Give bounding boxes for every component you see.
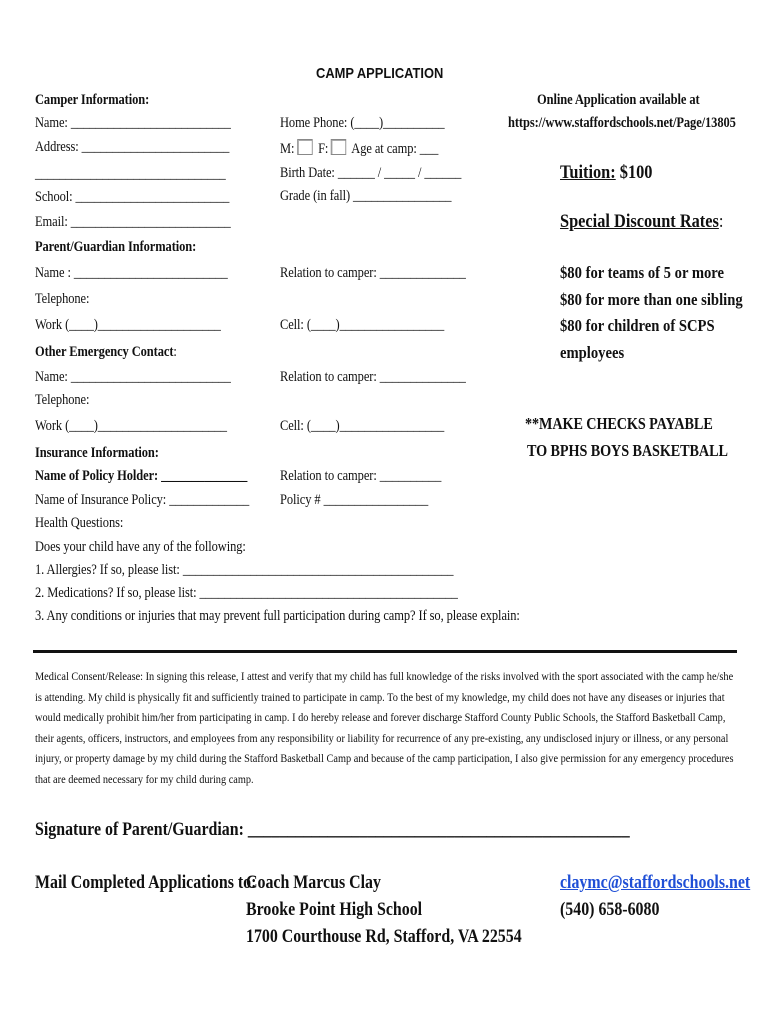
camper-info-header: Camper Information:: [35, 92, 150, 108]
discount-header: [560, 211, 723, 233]
male-checkbox[interactable]: [297, 139, 312, 155]
emergency-header: [35, 344, 177, 361]
discount-rate-1: $80 for teams of 5 or more: [560, 263, 725, 282]
tuition-value: $100: [615, 162, 653, 183]
discount-colon: :: [718, 211, 724, 232]
page-title: CAMP APPLICATION: [316, 65, 444, 82]
address-line2-field[interactable]: _______________________________: [35, 166, 226, 182]
birth-date-field[interactable]: Birth Date: ______ / _____ / ______: [280, 165, 462, 181]
policy-number-field[interactable]: Policy # _________________: [280, 492, 429, 508]
parent-telephone-label: Telephone:: [35, 291, 90, 307]
mail-address-line3: 1700 Courthouse Rd, Stafford, VA 22554: [246, 927, 522, 947]
contact-phone: (540) 658-6080: [560, 900, 660, 920]
policy-holder-label: Name of Policy Holder: ______________: [35, 468, 248, 484]
policy-holder-field[interactable]: [35, 468, 247, 485]
emergency-name-field[interactable]: Name: __________________________: [35, 369, 231, 385]
gender-age-row: [280, 139, 438, 158]
signature-field[interactable]: Signature of Parent/Guardian: ________________________________________________: [35, 820, 630, 840]
emergency-header-text: Other Emergency Contact: [35, 344, 174, 360]
online-application-line1: Online Application available at: [537, 92, 700, 108]
discount-rate-3: $80 for children of SCPS: [560, 316, 715, 335]
female-checkbox[interactable]: [331, 139, 346, 155]
discount-rate-4: employees: [560, 343, 625, 362]
parent-work-field[interactable]: Work (____)____________________: [35, 317, 221, 333]
conditions-field[interactable]: 3. Any conditions or injuries that may prevent full participation during camp? If so, please explain:: [35, 608, 520, 624]
parent-cell-field[interactable]: Cell: (____)_________________: [280, 317, 445, 333]
camper-name-field[interactable]: Name: __________________________: [35, 115, 231, 131]
emergency-relation-field[interactable]: Relation to camper: ______________: [280, 369, 466, 385]
tuition-label: Tuition:: [560, 162, 616, 183]
allergies-field[interactable]: 1. Allergies? If so, please list: ____________________________________________: [35, 562, 454, 578]
grade-field[interactable]: Grade (in fall) ________________: [280, 188, 452, 204]
discount-rate-2: $80 for more than one sibling: [560, 290, 743, 309]
section-divider: [33, 650, 737, 653]
medications-field[interactable]: 2. Medications? If so, please list: __________________________________________: [35, 585, 458, 601]
home-phone-field[interactable]: Home Phone: (____)__________: [280, 115, 445, 131]
mail-address-line2: Brooke Point High School: [246, 900, 423, 920]
emergency-telephone-label: Telephone:: [35, 392, 90, 408]
tuition: [560, 162, 652, 184]
contact-email-link[interactable]: claymc@staffordschools.net: [560, 873, 751, 893]
insurance-policy-field[interactable]: Name of Insurance Policy: _____________: [35, 492, 250, 508]
email-field[interactable]: Email: __________________________: [35, 214, 231, 230]
emergency-cell-field[interactable]: Cell: (____)_________________: [280, 418, 445, 434]
parent-info-header: Parent/Guardian Information:: [35, 239, 197, 255]
health-question-intro: Does your child have any of the following:: [35, 539, 246, 555]
mail-address-line1: Coach Marcus Clay: [246, 873, 381, 893]
parent-relation-field[interactable]: Relation to camper: ______________: [280, 265, 466, 281]
emergency-work-field[interactable]: Work (____)_____________________: [35, 418, 227, 434]
medical-consent-text: Medical Consent/Release: In signing this release, I attest and verify that my child has full knowledge of the risks involved with the sport associated with the camp he/she is attending. My child is physically fit and sufficiently trained to participate in camp. To the best of my knowledge, my child does not have any diseases or injuries that would medically prohibit him/her from participating in camp. I do hereby release and forever discharge Stafford County Public Schools, the Stafford Basketball Camp, their agents, officers, instructors, and employees from any responsibility or liability for recurrence of any pre-existing, any undisclosed injury or illness, or any personal injury, or property damage by my child during the Stafford Basketball Camp and because of the camp participation, I also give permission for any emergency procedures that are deemed necessary for my child during camp.: [35, 669, 734, 786]
checks-payable-line1: **MAKE CHECKS PAYABLE: [525, 414, 713, 433]
female-label: F:: [318, 141, 329, 157]
school-field[interactable]: School: _________________________: [35, 189, 230, 205]
insurance-relation-field[interactable]: Relation to camper: __________: [280, 468, 442, 484]
checks-payable-line2: TO BPHS BOYS BASKETBALL: [527, 441, 728, 460]
emergency-header-colon: :: [173, 344, 177, 360]
male-label: M:: [280, 141, 295, 157]
parent-name-field[interactable]: Name : _________________________: [35, 265, 228, 281]
health-questions-label: Health Questions:: [35, 515, 124, 531]
age-field[interactable]: Age at camp: ___: [351, 141, 439, 157]
insurance-header: Insurance Information:: [35, 445, 159, 461]
mail-label: Mail Completed Applications to:: [35, 873, 257, 893]
online-application-url[interactable]: https://www.staffordschools.net/Page/13805: [508, 115, 736, 131]
discount-label: Special Discount Rates: [560, 211, 719, 232]
address-field[interactable]: Address: ________________________: [35, 139, 230, 155]
